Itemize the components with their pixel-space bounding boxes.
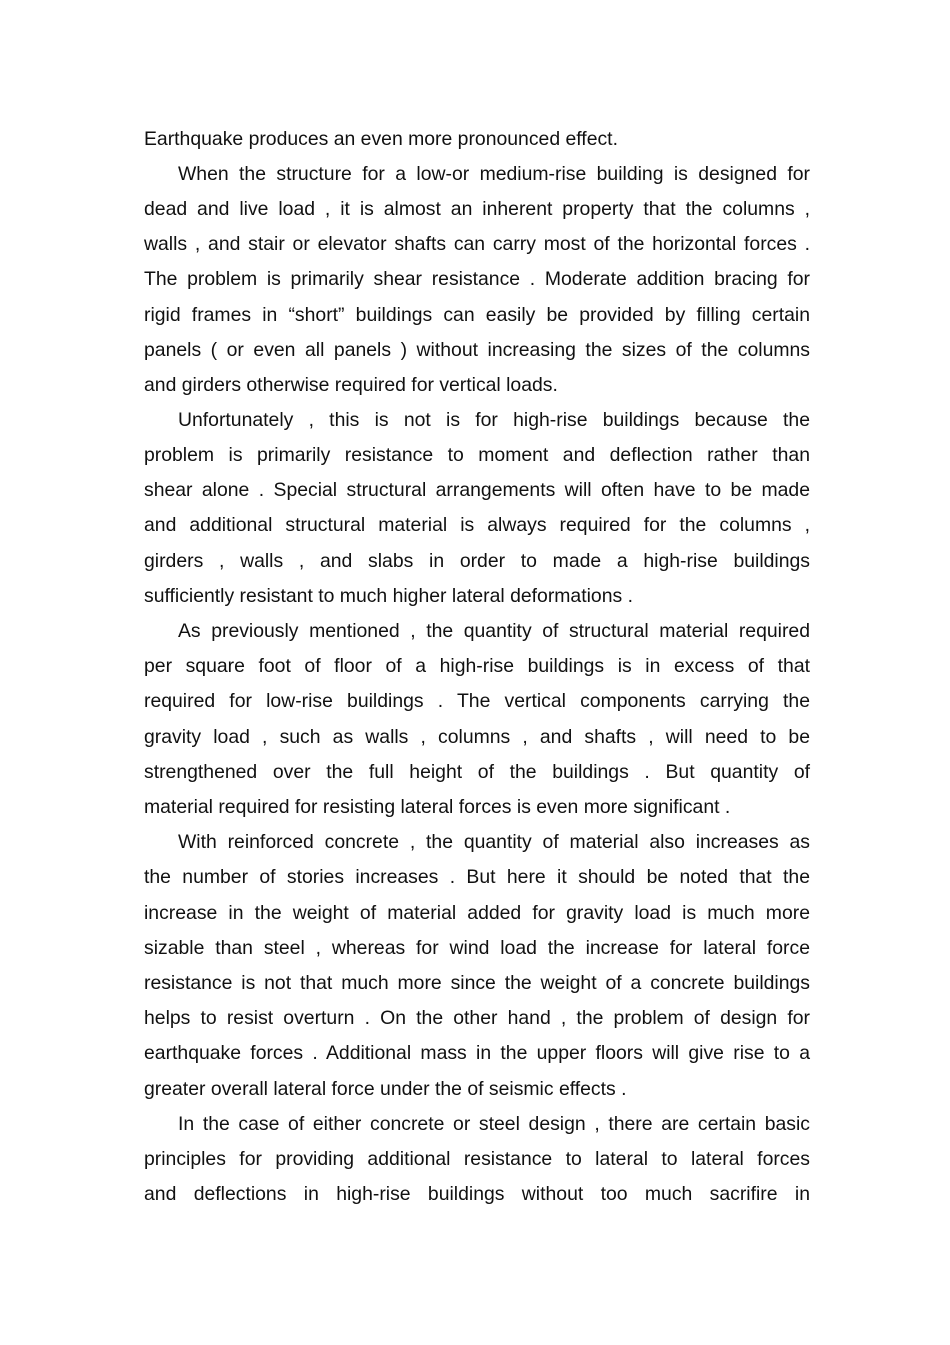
text-line: and additional structural material is always required for the columns ,: [144, 514, 810, 536]
text-line: sizable than steel , whereas for wind load the increase for lateral force: [144, 937, 810, 959]
text-line: dead and live load , it is almost an inherent property that the columns ,: [144, 198, 810, 220]
text-line: resistance is not that much more since the weight of a concrete buildings: [144, 972, 810, 994]
text-line: sufficiently resistant to much higher lateral deformations .: [144, 585, 633, 607]
text-line: gravity load , such as walls , columns , and shafts , will need to be: [144, 726, 810, 748]
text-line: material required for resisting lateral forces is even more significant .: [144, 796, 731, 818]
text-line: the number of stories increases . But here it should be noted that the: [144, 866, 810, 888]
text-line: greater overall lateral force under the of seismic effects .: [144, 1078, 627, 1100]
text-line: strengthened over the full height of the buildings . But quantity of: [144, 761, 810, 783]
paragraph-first-line: Unfortunately , this is not is for high-rise buildings because the: [178, 409, 810, 431]
text-line: problem is primarily resistance to moment and deflection rather than: [144, 444, 810, 466]
text-line: girders , walls , and slabs in order to made a high-rise buildings: [144, 550, 810, 572]
text-line: walls , and stair or elevator shafts can carry most of the horizontal forces .: [144, 233, 810, 255]
text-line: principles for providing additional resistance to lateral to lateral forces: [144, 1148, 810, 1170]
text-line: Earthquake produces an even more pronounced effect.: [144, 128, 618, 150]
text-line: and girders otherwise required for vertical loads.: [144, 374, 558, 396]
text-line: panels ( or even all panels ) without increasing the sizes of the columns: [144, 339, 810, 361]
text-line: per square foot of floor of a high-rise buildings is in excess of that: [144, 655, 810, 677]
text-line: rigid frames in “short” buildings can easily be provided by filling certain: [144, 304, 810, 326]
text-line: earthquake forces . Additional mass in the upper floors will give rise to a: [144, 1042, 810, 1064]
text-line: required for low-rise buildings . The vertical components carrying the: [144, 690, 810, 712]
text-line: increase in the weight of material added for gravity load is much more: [144, 902, 810, 924]
paragraph-first-line: With reinforced concrete , the quantity of material also increases as: [178, 831, 810, 853]
paragraph-first-line: In the case of either concrete or steel design , there are certain basic: [178, 1113, 810, 1135]
paragraph-first-line: As previously mentioned , the quantity of structural material required: [178, 620, 810, 642]
paragraph-first-line: When the structure for a low-or medium-rise building is designed for: [178, 163, 810, 185]
text-line: shear alone . Special structural arrangements will often have to be made: [144, 479, 810, 501]
text-line: helps to resist overturn . On the other hand , the problem of design for: [144, 1007, 810, 1029]
text-line: and deflections in high-rise buildings without too much sacrifire in: [144, 1183, 810, 1205]
text-line: The problem is primarily shear resistance . Moderate addition bracing for: [144, 268, 810, 290]
